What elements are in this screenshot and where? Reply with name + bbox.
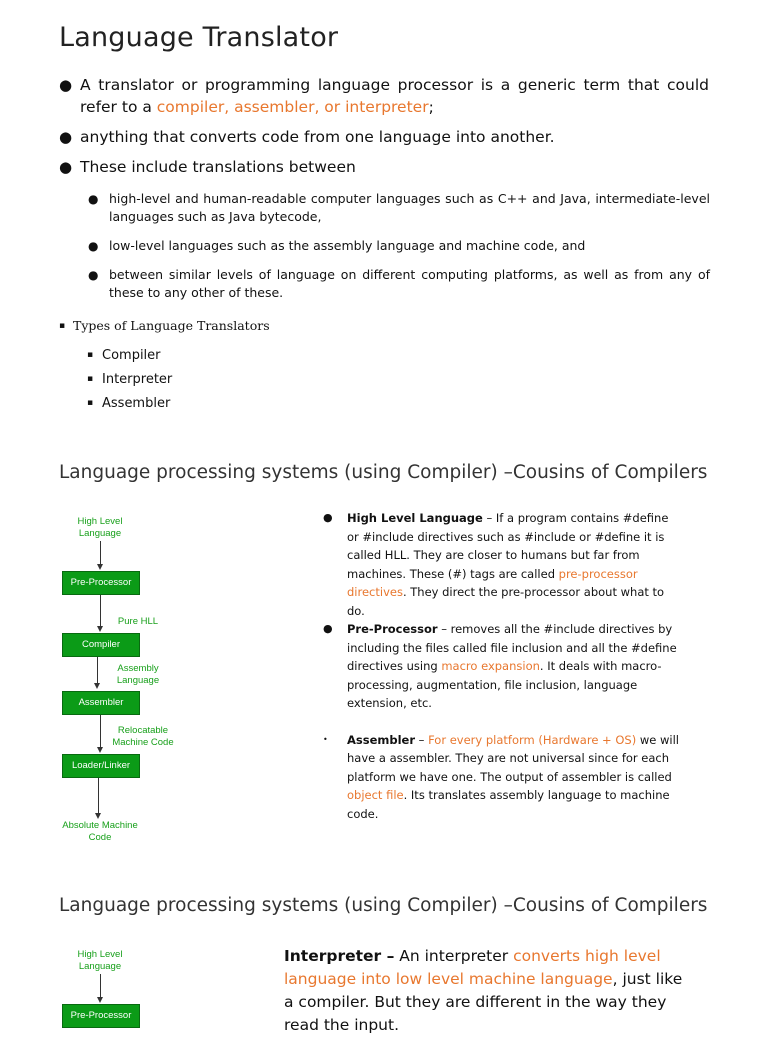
bullet-icon: ● (323, 622, 333, 635)
list-item (87, 394, 172, 418)
flow-line (98, 778, 99, 814)
sub-bullet-text: high-level and human-readable computer languages such as C++ and Java, intermediate-level languages such as Java bytecode, (109, 191, 710, 224)
desc-highlight: object file (347, 788, 404, 802)
list-item (59, 74, 709, 118)
desc-text: we will have a assembler. They are not universal since for each platform we have one. The output of assembler is called (347, 732, 679, 784)
flow-box-assembler: Assembler (62, 691, 140, 715)
desc-text: . Its translates assembly language to machine code. (347, 788, 670, 821)
flow-label-absolute: Absolute Machine Code (62, 820, 138, 843)
flow-line (97, 657, 98, 684)
arrow-down-icon (94, 683, 100, 689)
desc-title: High Level Language (347, 511, 483, 525)
type-item: Assembler (102, 396, 171, 411)
list-item (88, 266, 710, 302)
list-item (59, 126, 709, 148)
type-item: Interpreter (102, 372, 173, 387)
bullet-icon: ● (59, 128, 73, 146)
section-heading: Language processing systems (using Compiler) –Cousins of Compilers (59, 895, 708, 916)
desc-text: – (415, 732, 429, 747)
bullet-icon: ● (59, 158, 73, 176)
types-list (87, 346, 172, 418)
desc-title: Pre-Processor (347, 622, 438, 636)
bullet-text: A translator or programming language processor is a generic term that could refer to a (80, 76, 709, 116)
flow-line (100, 715, 101, 748)
flow-line (100, 974, 101, 999)
flow-box-preprocessor: Pre-Processor (62, 571, 140, 595)
bullet-icon: ● (323, 511, 333, 524)
flow-label-hll: High Level Language (77, 516, 123, 539)
interpreter-paragraph (284, 945, 684, 1037)
arrow-down-icon (97, 564, 103, 570)
bullet-icon: ● (88, 268, 99, 282)
sub-bullet-list (88, 190, 710, 313)
interp-text: , just like a compiler. But they are different in the way they read the input. (284, 970, 683, 1034)
flow-diagram (55, 943, 165, 1024)
desc-text: . They direct the pre-processor about what to do. (347, 585, 665, 618)
flow-label-assembly: Assembly Language (116, 663, 160, 686)
bullet-icon: ▪ (59, 321, 66, 331)
interp-highlight: converts high level language into low level machine language (284, 947, 661, 988)
types-heading-text: Types of Language Translators (73, 318, 270, 333)
bullet-icon: ● (88, 192, 99, 206)
desc-title: Assembler (347, 732, 416, 747)
flow-line (100, 541, 101, 566)
list-item (323, 509, 683, 620)
desc-text: – If a program contains #define or #include directives such as #include or #define it is called HLL. They are closer to humans but far from machines. These (#) tags are called (347, 511, 669, 581)
bullet-highlight: compiler, assembler, or interpreter (156, 98, 429, 116)
desc-highlight: pre-processor directives (347, 566, 638, 599)
flow-box-preprocessor: Pre-Processor (62, 1004, 140, 1028)
sub-bullet-text: low-level languages such as the assembly language and machine code, and (109, 238, 586, 253)
arrow-down-icon (95, 813, 101, 819)
arrow-down-icon (97, 626, 103, 632)
interp-title: Interpreter – (284, 947, 395, 965)
types-heading (59, 318, 270, 333)
bullet-text: anything that converts code from one language into another. (80, 128, 555, 146)
desc-highlight: For every platform (Hardware + OS) (428, 732, 637, 747)
interp-text: An interpreter (394, 947, 514, 965)
desc-text: . It deals with macro-processing, augmentation, file inclusion, language extension, etc. (347, 659, 662, 710)
page-title: Language Translator (59, 22, 339, 53)
bullet-icon: • (323, 734, 328, 744)
type-item: Compiler (102, 348, 161, 363)
bullet-icon: ▪ (87, 350, 94, 360)
flow-box-compiler: Compiler (62, 633, 140, 657)
list-item (59, 156, 709, 178)
flow-label-pure-hll: Pure HLL (117, 616, 159, 627)
list-item (323, 620, 683, 713)
arrow-down-icon (97, 747, 103, 753)
description-list (323, 509, 683, 823)
list-item (87, 370, 172, 394)
flow-line (100, 595, 101, 627)
list-item (87, 346, 172, 370)
flow-box-loader: Loader/Linker (62, 754, 140, 778)
bullet-end: ; (428, 98, 434, 116)
bullet-icon: ▪ (87, 374, 94, 384)
list-item (88, 190, 710, 226)
list-item (323, 731, 683, 824)
flow-diagram (55, 510, 174, 850)
section-heading: Language processing systems (using Compiler) –Cousins of Compilers (59, 462, 708, 483)
sub-bullet-text: between similar levels of language on different computing platforms, as well as from any of these to any other of these. (109, 267, 710, 300)
bullet-icon: ● (59, 76, 73, 94)
bullet-icon: ● (88, 239, 99, 253)
desc-highlight: macro expansion (441, 659, 540, 673)
bullet-text: These include translations between (80, 158, 356, 176)
desc-text: – removes all the #include directives by including the files called file inclusion and all the #define directives using (347, 622, 677, 673)
main-bullet-list (59, 74, 709, 186)
bullet-icon: ▪ (87, 398, 94, 408)
list-item (88, 237, 710, 255)
flow-label-relocatable: Relocatable Machine Code (112, 725, 174, 748)
arrow-down-icon (97, 997, 103, 1003)
flow-label-hll: High Level Language (77, 949, 123, 972)
